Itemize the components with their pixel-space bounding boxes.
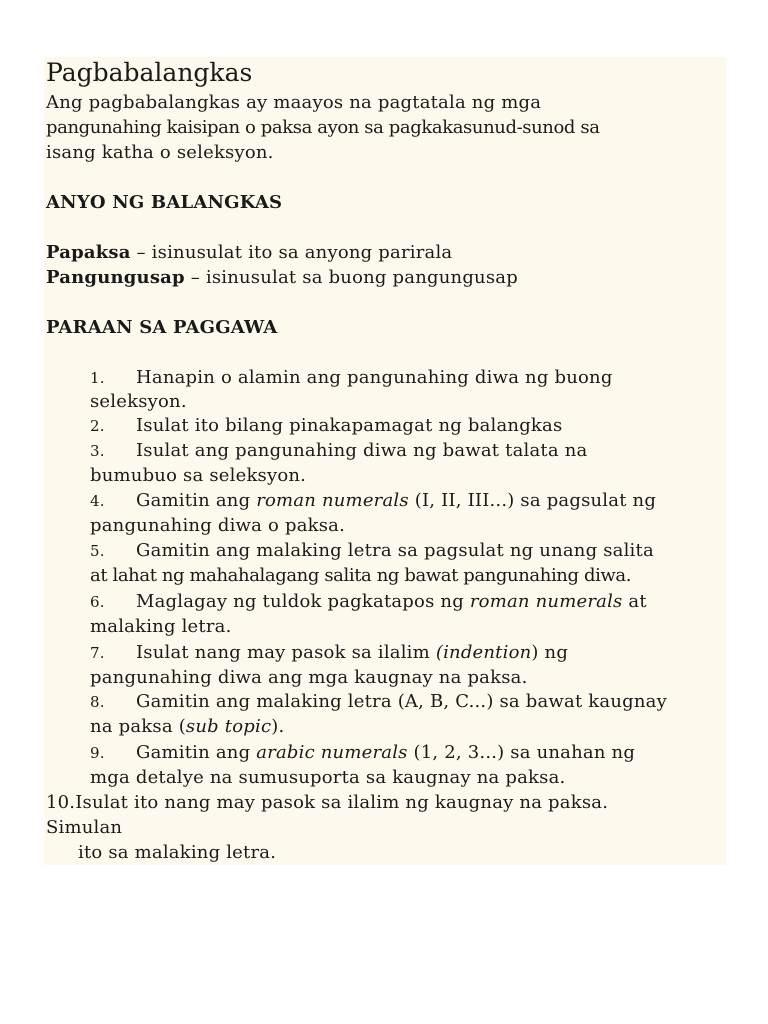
step-2-number: 2. xyxy=(90,417,105,435)
pangungusap-desc: – isinusulat sa buong pangungusap xyxy=(184,267,518,288)
step-10-cont-2: ito sa malaking letra. xyxy=(78,842,277,863)
pangungusap-term: Pangungusap xyxy=(46,267,185,288)
step-8-cont-b: ). xyxy=(271,716,285,737)
step-6-number: 6. xyxy=(90,593,105,611)
step-2-text: Isulat ito bilang pinakapamagat ng balangkas xyxy=(136,415,563,436)
step-6-cont: malaking letra. xyxy=(90,616,232,637)
step-9 xyxy=(90,741,635,765)
step-7-number: 7. xyxy=(90,644,105,662)
step-10-cont-1: Simulan xyxy=(46,817,123,838)
step-3-text: Isulat ang pangunahing diwa ng bawat talata na xyxy=(136,440,588,461)
step-9-number: 9. xyxy=(90,744,105,762)
step-1 xyxy=(90,366,613,390)
step-3-cont: bumubuo sa seleksyon. xyxy=(90,465,307,486)
step-8-cont xyxy=(90,715,284,739)
step-5-number: 5. xyxy=(90,542,105,560)
step-8-cont-italic: sub topic xyxy=(185,716,272,737)
anyo-pangungusap xyxy=(46,266,518,290)
step-1-text: Hanapin o alamin ang pangunahing diwa ng buong xyxy=(136,367,613,388)
step-10: 10.Isulat ito nang may pasok sa ilalim ng kaugnay na paksa. xyxy=(46,792,609,813)
anyo-papaksa xyxy=(46,241,452,265)
step-8-cont-a: na paksa ( xyxy=(90,716,186,737)
step-4-cont: pangunahing diwa o paksa. xyxy=(90,515,346,536)
step-8 xyxy=(90,690,667,714)
step-2 xyxy=(90,414,562,438)
document-page xyxy=(44,57,726,865)
step-6-text-italic: roman numerals xyxy=(469,591,623,612)
intro-line-1: Ang pagbabalangkas ay maayos na pagtatala ng mga xyxy=(46,92,542,113)
step-4-number: 4. xyxy=(90,492,105,510)
step-4 xyxy=(90,489,656,513)
paraan-heading: PARAAN SA PAGGAWA xyxy=(46,317,278,338)
step-3 xyxy=(90,439,587,463)
step-7-text-a: Isulat nang may pasok sa ilalim xyxy=(136,642,436,663)
step-1-number: 1. xyxy=(90,369,105,387)
step-7 xyxy=(90,641,568,665)
step-6-text-a: Maglagay ng tuldok pagkatapos ng xyxy=(136,591,470,612)
step-6-text-b: at xyxy=(622,591,647,612)
step-8-number: 8. xyxy=(90,693,105,711)
step-8-text: Gamitin ang malaking letra (A, B, C...) sa bawat kaugnay xyxy=(136,691,667,712)
papaksa-desc: – isinusulat ito sa anyong parirala xyxy=(130,242,453,263)
step-3-number: 3. xyxy=(90,442,105,460)
page-title: Pagbabalangkas xyxy=(46,58,253,87)
intro-line-2: pangunahing kaisipan o paksa ayon sa pagkakasunud-sunod sa xyxy=(46,117,600,138)
step-4-text-a: Gamitin ang xyxy=(136,490,257,511)
step-7-text-b: ) ng xyxy=(531,642,569,663)
step-5 xyxy=(90,539,654,563)
intro-line-3: isang katha o seleksyon. xyxy=(46,142,274,163)
step-9-text-b: (1, 2, 3...) sa unahan ng xyxy=(407,742,636,763)
papaksa-term: Papaksa xyxy=(46,242,131,263)
step-6 xyxy=(90,590,647,614)
step-9-text-italic: arabic numerals xyxy=(256,742,408,763)
step-7-text-italic: (indention xyxy=(435,642,532,663)
step-5-text: Gamitin ang malaking letra sa pagsulat ng unang salita xyxy=(136,540,654,561)
step-4-text-b: (I, II, III...) sa pagsulat ng xyxy=(408,490,657,511)
step-7-cont: pangunahing diwa ang mga kaugnay na paksa. xyxy=(90,667,528,688)
step-9-cont: mga detalye na sumusuporta sa kaugnay na paksa. xyxy=(90,767,566,788)
step-1-cont: seleksyon. xyxy=(90,391,187,412)
step-5-cont: at lahat ng mahahalagang salita ng bawat pangunahing diwa. xyxy=(90,565,632,586)
step-9-text-a: Gamitin ang xyxy=(136,742,257,763)
step-4-text-italic: roman numerals xyxy=(256,490,409,511)
anyo-heading: ANYO NG BALANGKAS xyxy=(46,192,283,213)
